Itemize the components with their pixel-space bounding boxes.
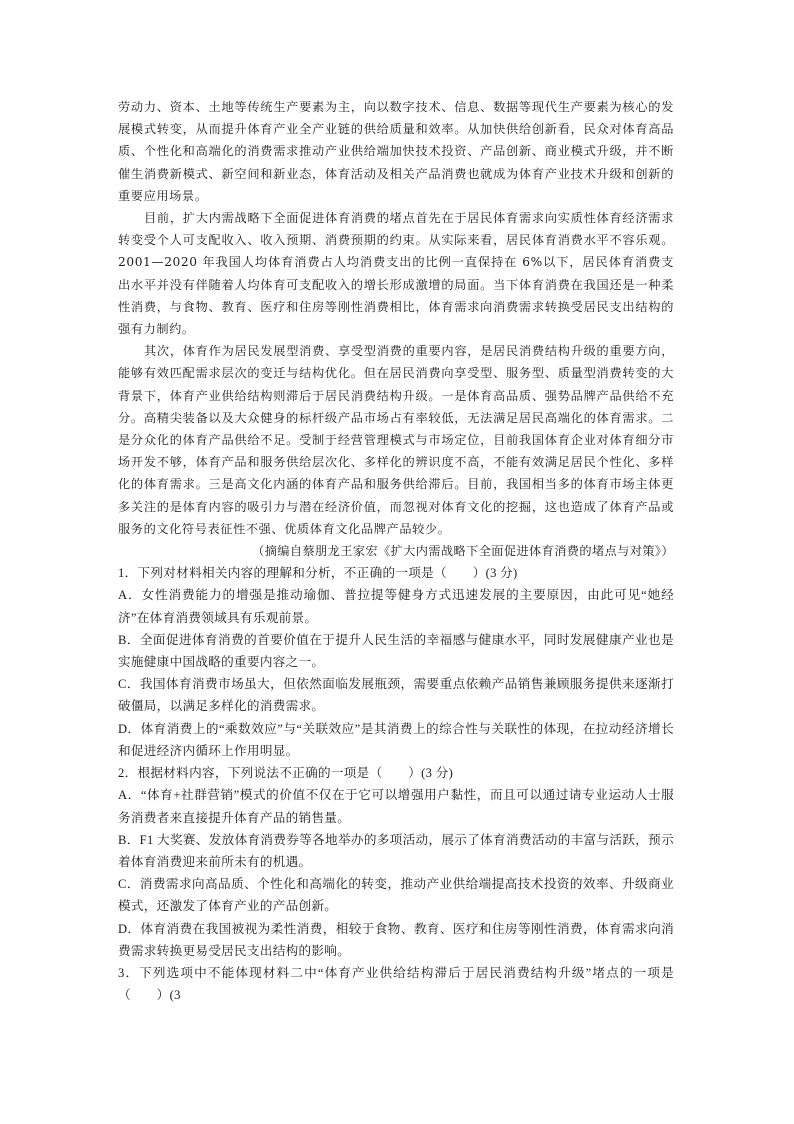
passage-paragraph: 劳动力、资本、土地等传统生产要素为主，向以数字技术、信息、数据等现代生产要素为核心的发展模式转变，从而提升体育产业全产业链的供给质量和效率。从加快供给创新看，民众对体育高品质、个性化和高端化的消费需求推动产业供给端加快技术投资、产品创新、商业模式升级，并不断催生消费新模式、新空间和新业态，体育活动及相关产品消费也就成为体育产业技术升级和创新的重要应用场景。 [118, 100, 674, 203]
question-1 [118, 562, 674, 762]
option-d: D．体育消费在我国被视为柔性消费，相较于食物、教育、医疗和住房等刚性消费，体育需求向消费需求转换更易受居民支出结构的影响。 [118, 921, 674, 958]
passage-paragraph: 目前，扩大内需战略下全面促进体育消费的堵点首先在于居民体育需求向实质性体育经济需求转变受个人可支配收入、收入预期、消费预期的约束。从实际来看，居民体育消费水平不容乐观。2001—2020 年我国人均体育消费占人均消费支出的比例一直保持在 6%以下，居民体育消费支出水平并没有伴随着人均体育可支配收入的增长形成激增的局面。当下体育消费在我国还是一种柔性消费，与食物、教育、医疗和住房等刚性消费相比，体育需求向消费需求转换受居民支出结构的强有力制约。 [118, 211, 674, 337]
option-a: A．女性消费能力的增强是推动瑜伽、普拉提等健身方式迅速发展的主要原因，由此可见“她经济”在体育消费领域具有乐观前景。 [118, 588, 674, 625]
option-b: B．F1 大奖赛、发放体育消费券等各地举办的多项活动，展示了体育消费活动的丰富与活跃，预示着体育消费迎来前所未有的机遇。 [118, 832, 674, 869]
passage-paragraph: 其次，体育作为居民发展型消费、享受型消费的重要内容，是居民消费结构升级的重要方向，能够有效匹配需求层次的变迁与结构优化。但在居民消费向享受型、服务型、质量型消费转变的大背景下，体育产业供给结构则滞后于居民消费结构升级。一是体育高品质、强势品牌产品供给不充分。高精尖装备以及大众健身的标杆级产品市场占有率较低，无法满足居民高端化的体育需求。二是分众化的体育产品供给不足。受制于经营管理模式与市场定位，目前我国体育企业对体育细分市场开发不够，体育产品和服务供给层次化、多样化的辨识度不高，不能有效满足居民个性化、多样化的体育需求。三是高文化内涵的体育产品和服务供给滞后。目前，我国相当多的体育市场主体更多关注的是体育内容的吸引力与潜在经济价值，而忽视对体育文化的挖掘，这也造成了体育产品或服务的文化符号表征性不强、优质体育文化品牌产品较少。 [118, 344, 674, 536]
exam-page [118, 96, 674, 1006]
question-stem: 2．根据材料内容，下列说法不正确的一项是（ ）(3 分) [118, 766, 454, 781]
option-c: C．消费需求向高品质、个性化和高端化的转变，推动产业供给端提高技术投资的效率、升级商业模式，还激发了体育产业的产品创新。 [118, 877, 674, 914]
question-stem: 1．下列对材料相关内容的理解和分析，不正确的一项是（ ）(3 分) [118, 566, 518, 581]
option-b: B．全面促进体育消费的首要价值在于提升人民生活的幸福感与健康水平，同时发展健康产业也是实施健康中国战略的重要内容之一。 [118, 632, 674, 670]
option-a: A．“体育+社群营销”模式的价值不仅在于它可以增强用户黏性，而且可以通过请专业运动人士服务消费者来直接提升体育产品的销售量。 [118, 788, 674, 825]
option-d: D．体育消费上的“乘数效应”与“关联效应”是其消费上的综合性与关联性的体现，在拉动经济增长和促进经济内循环上作用明显。 [118, 721, 674, 758]
option-c: C．我国体育消费市场虽大，但依然面临发展瓶颈，需要重点依赖产品销售兼顾服务提供来逐渐打破僵局，以满足多样化的消费需求。 [118, 677, 674, 714]
question-3 [118, 962, 674, 1006]
question-2 [118, 762, 674, 962]
question-stem: 3．下列选项中不能体现材料二中“体育产业供给结构滞后于居民消费结构升级”堵点的一项是（ ）(3 [118, 965, 674, 1003]
source-citation: （摘编自蔡朋龙王家宏《扩大内需战略下全面促进体育消费的堵点与对策》） [252, 544, 674, 559]
